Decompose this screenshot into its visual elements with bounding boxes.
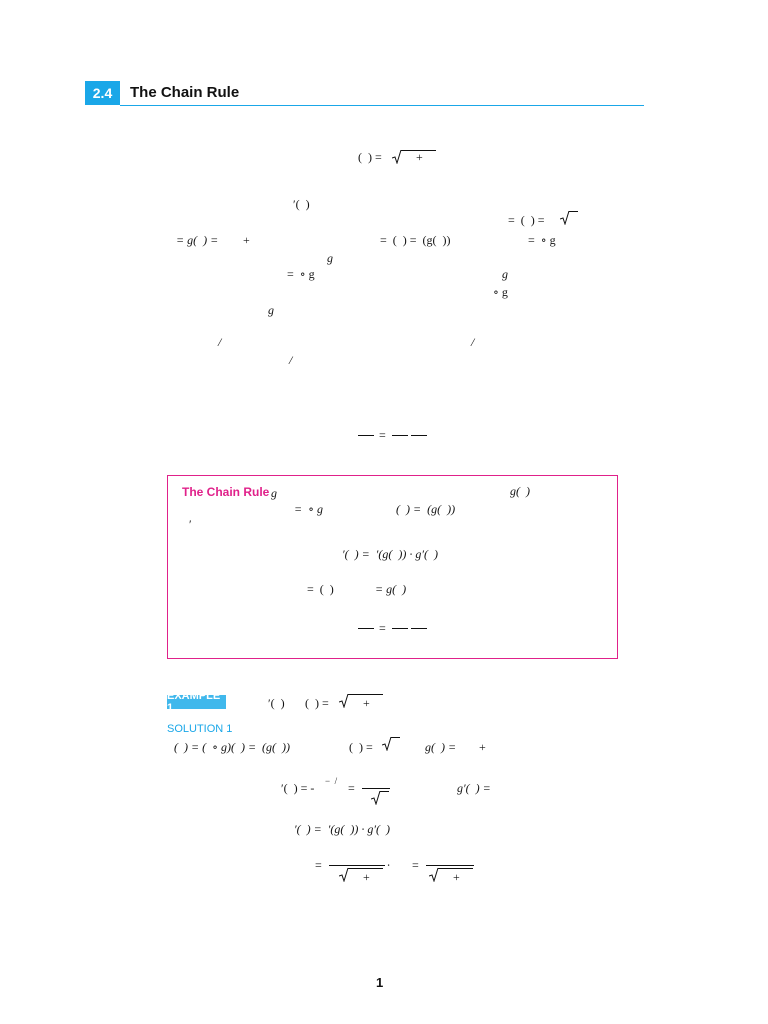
solution-line-4-plus2: + — [453, 870, 460, 884]
def-g: g — [271, 486, 277, 500]
intro-slash-1: / — [218, 335, 222, 349]
intro-line-d: ∘ g — [493, 285, 508, 299]
fraction-bar — [358, 628, 374, 629]
solution-line-1a: ( ) = ( ∘ g)( ) = (g( )) — [174, 740, 291, 754]
intro-eq1-plus: + — [416, 150, 423, 164]
def-sub-2: = g( ) — [375, 582, 407, 596]
intro-line-b1: = g( ) = — [176, 233, 219, 247]
sqrt-sign — [339, 868, 383, 882]
sqrt-sign — [560, 211, 578, 225]
solution-line-3: ′( ) = ′(g( )) ∙ g′( ) — [294, 822, 390, 836]
solution-line-1d: + — [479, 740, 486, 754]
fraction-bar — [411, 435, 427, 436]
example-q-plus: + — [363, 696, 370, 710]
solution-line-1c: g( ) = — [425, 740, 457, 754]
fraction-bar — [426, 865, 474, 866]
intro-line-b4: = ∘ g — [528, 233, 556, 247]
fraction-bar — [392, 628, 408, 629]
sqrt-sign — [429, 868, 473, 882]
def-sub-1: = ( ) — [307, 582, 334, 596]
intro-slash-2: / — [471, 335, 475, 349]
intro-g2: g — [502, 267, 508, 281]
intro-line-a: = ( ) = — [508, 213, 545, 227]
fraction-bar — [358, 435, 374, 436]
sqrt-sign — [339, 694, 383, 708]
intro-frac-eq: = — [379, 428, 386, 442]
page-number: 1 — [376, 975, 384, 990]
fraction-bar — [392, 435, 408, 436]
sqrt-sign — [382, 737, 400, 751]
intro-slash-3: / — [289, 353, 293, 367]
intro-line-c: = ∘ g — [287, 267, 315, 281]
section-rule — [120, 105, 644, 106]
solution-line-2a: ′( ) = - — [281, 781, 315, 795]
def-frac-eq: = — [379, 621, 386, 635]
fraction-bar — [329, 865, 385, 866]
chain-rule-label: The Chain Rule — [182, 485, 270, 499]
solution-line-1b: ( ) = — [349, 740, 373, 754]
fraction-bar — [362, 788, 390, 789]
sqrt-sign — [392, 150, 436, 164]
example-q-prime: ′( ) — [268, 696, 285, 710]
def-f-of-g: ( ) = (g( )) — [396, 502, 456, 516]
example-q-eq: ( ) = — [305, 696, 329, 710]
solution-line-4-eq1: = — [315, 858, 322, 872]
solution-line-4-dot: ∙ — [387, 858, 390, 872]
intro-eq1: ( ) = — [358, 150, 382, 164]
solution-label: SOLUTION 1 — [167, 723, 233, 735]
solution-line-2-exp: − / — [325, 776, 338, 786]
intro-g3: g — [268, 303, 274, 317]
fraction-bar — [411, 628, 427, 629]
chain-rule-formula: ′( ) = ′(g( )) ∙ g′( ) — [342, 547, 438, 561]
intro-derivative: ′( ) — [293, 197, 310, 211]
solution-line-4-plus1: + — [363, 870, 370, 884]
def-g-of: g( ) — [510, 484, 530, 498]
solution-line-2-eq: = — [348, 781, 355, 795]
intro-line-b3: = ( ) = (g( )) — [380, 233, 451, 247]
intro-g1: g — [327, 251, 333, 265]
sqrt-sign — [371, 791, 389, 805]
def-prime: ′ — [189, 517, 192, 531]
section-number-badge: 2.4 — [85, 81, 120, 105]
intro-line-b2: + — [243, 233, 250, 247]
example-badge: EXAMPLE 1 — [167, 695, 226, 709]
section-title: The Chain Rule — [130, 84, 240, 101]
solution-line-4-eq2: = — [412, 858, 419, 872]
def-compose: = ∘ g — [294, 502, 323, 516]
solution-line-2g: g′( ) = — [457, 781, 491, 795]
chain-rule-box — [167, 475, 618, 659]
